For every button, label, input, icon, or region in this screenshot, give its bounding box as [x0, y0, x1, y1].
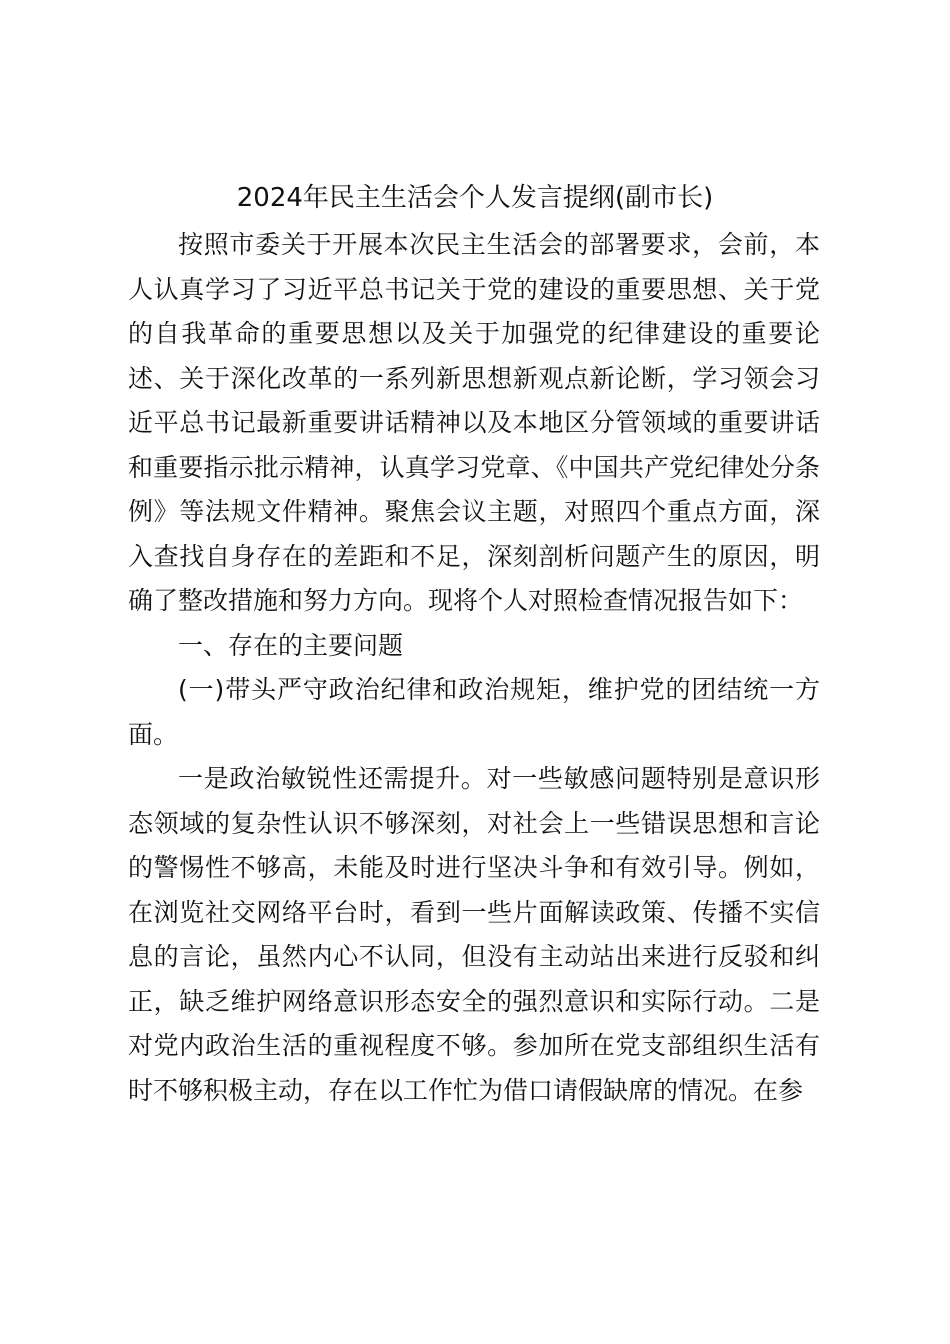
section-heading: 一、存在的主要问题	[178, 630, 404, 660]
document-body	[128, 223, 820, 1113]
intro-paragraph: 按照市委关于开展本次民主生活会的部署要求，会前，本人认真学习了习近平总书记关于党的建设的重要思想、关于党的自我革命的重要思想以及关于加强党的纪律建设的重要论述、关于深化改革的一系列新思想新观点新论断，学习领会习近平总书记最新重要讲话精神以及本地区分管领域的重要讲话和重要指示批示精神，认真学习党章、《中国共产党纪律处分条例》等法规文件精神。聚焦会议主题，对照四个重点方面，深入查找自身存在的差距和不足，深刻剖析问题产生的原因，明确了整改措施和努力方向。现将个人对照检查情况报告如下：	[128, 230, 820, 615]
subsection-heading: (一)带头严守政治纪律和政治规矩，维护党的团结统一方面。	[128, 675, 820, 749]
body-paragraph: 一是政治敏锐性还需提升。对一些敏感问题特别是意识形态领域的复杂性认识不够深刻，对社会上一些错误思想和言论的警惕性不够高，未能及时进行坚决斗争和有效引导。例如，在浏览社交网络平台时，看到一些片面解读政策、传播不实信息的言论，虽然内心不认同，但没有主动站出来进行反驳和纠正，缺乏维护网络意识形态安全的强烈意识和实际行动。二是对党内政治生活的重视程度不够。参加所在党支部组织生活有时不够积极主动，存在以工作忙为借口请假缺席的情况。在参	[128, 764, 820, 1105]
document-title: 2024年民主生活会个人发言提纲(副市长)	[236, 183, 714, 213]
